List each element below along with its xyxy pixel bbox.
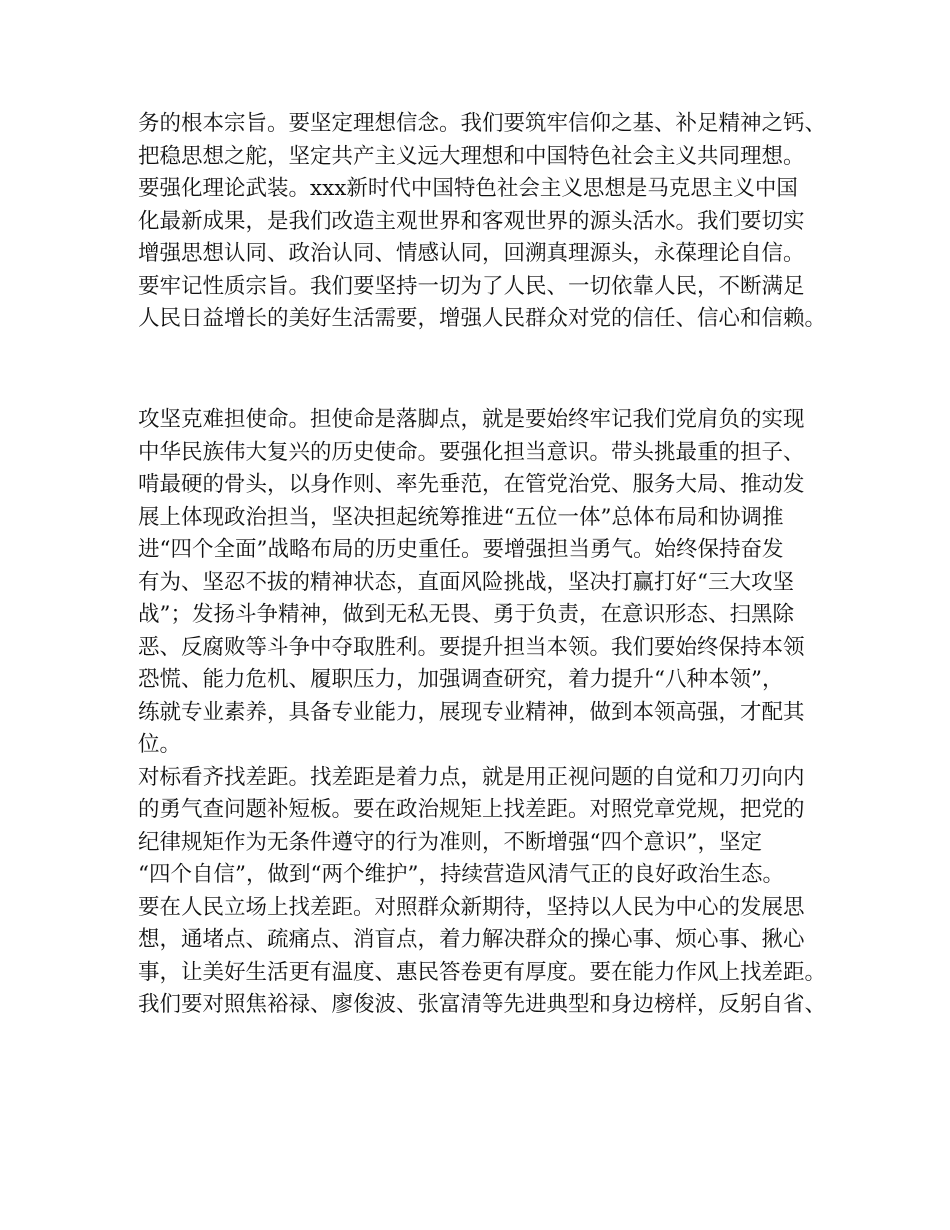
text-line: 要强化理论武装。xxx新时代中国特色社会主义思想是马克思主义中国 xyxy=(138,176,798,201)
text-line: 展上体现政治担当，坚决担起统筹推进“五位一体”总体布局和协调推 xyxy=(138,504,784,530)
paragraph-block-1 xyxy=(138,108,838,336)
text-line: 有为、坚忍不拔的精神状态，直面风险挑战，坚决打赢打好“三大攻坚 xyxy=(138,569,794,595)
text-line: 想，通堵点、疏痛点、消盲点，着力解决群众的操心事、烦心事、揪心 xyxy=(138,927,805,952)
text-line: 增强思想认同、政治认同、情感认同，回溯真理源头，永葆理论自信。 xyxy=(138,241,805,266)
text-line: 把稳思想之舵，坚定共产主义远大理想和中国特色社会主义共同理想。 xyxy=(138,143,805,169)
text-line: 务的根本宗旨。要坚定理想信念。我们要筑牢信仰之基、补足精神之钙、 xyxy=(138,111,827,136)
text-line: 的勇气查问题补短板。要在政治规矩上找差距。对照党章党规，把党的 xyxy=(138,797,805,822)
text-line: “四个自信”，做到“两个维护”，持续营造风清气正的良好政治生态。 xyxy=(138,862,784,887)
text-line: 啃最硬的骨头，以身作则、率先垂范，在管党治党、服务大局、推动发 xyxy=(138,472,805,497)
text-line: 要牢记性质宗旨。我们要坚持一切为了人民、一切依靠人民，不断满足 xyxy=(138,273,805,299)
text-line: 我们要对照焦裕禄、廖俊波、张富清等先进典型和身边榜样，反躬自省、 xyxy=(138,992,827,1017)
text-line: 要在人民立场上找差距。对照群众新期待，坚持以人民为中心的发展思 xyxy=(138,894,805,920)
text-line: 攻坚克难担使命。担使命是落脚点，就是要始终牢记我们党肩负的实现 xyxy=(138,407,805,432)
text-line: 恐慌、能力危机、履职压力，加强调查研究，着力提升“八种本领”， xyxy=(138,667,784,692)
text-line: 化最新成果，是我们改造主观世界和客观世界的源头活水。我们要切实 xyxy=(138,208,805,234)
text-line: 位。 xyxy=(138,732,182,757)
text-line: 恶、反腐败等斗争中夺取胜利。要提升担当本领。我们要始终保持本领 xyxy=(138,634,805,660)
text-line: 战”；发扬斗争精神，做到无私无畏、勇于负责，在意识形态、扫黑除 xyxy=(138,602,794,627)
text-line: 对标看齐找差距。找差距是着力点，就是用正视问题的自觉和刀刃向内 xyxy=(138,764,805,790)
text-line: 纪律规矩作为无条件遵守的行为准则，不断增强“四个意识”，坚定 xyxy=(138,829,762,855)
paragraph-block-2 xyxy=(138,404,838,1022)
text-line: 人民日益增长的美好生活需要，增强人民群众对党的信任、信心和信赖。 xyxy=(138,306,827,331)
text-line: 进“四个全面”战略布局的历史重任。要增强担当勇气。始终保持奋发 xyxy=(138,537,784,562)
text-line: 事，让美好生活更有温度、惠民答卷更有厚度。要在能力作风上找差距。 xyxy=(138,959,827,985)
text-line: 练就专业素养，具备专业能力，展现专业精神，做到本领高强，才配其 xyxy=(138,699,805,725)
text-line: 中华民族伟大复兴的历史使命。要强化担当意识。带头挑最重的担子、 xyxy=(138,439,805,465)
